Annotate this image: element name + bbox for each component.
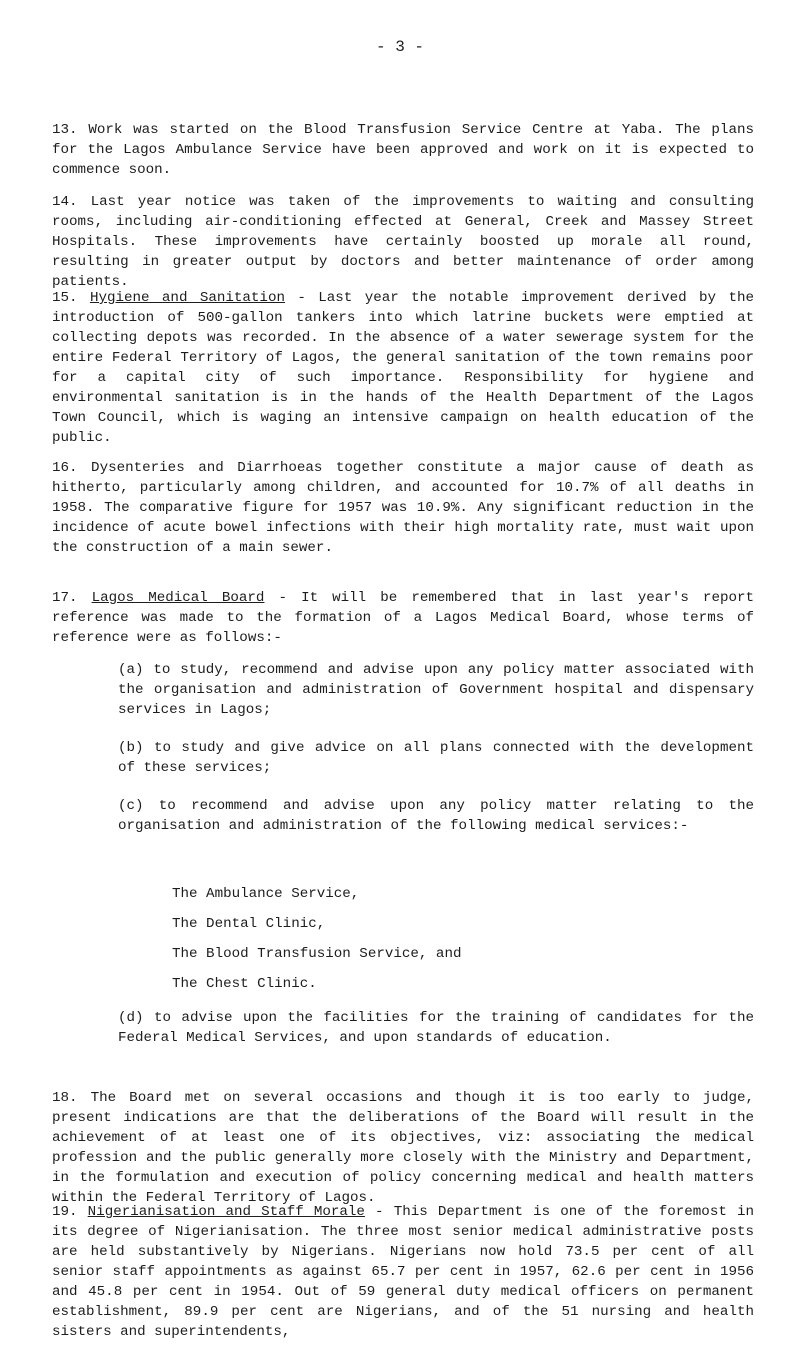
paragraph-19-number: 19. — [52, 1204, 78, 1220]
service-item: The Dental Clinic, — [172, 916, 326, 932]
paragraph-19-text: - This Department is one of the foremost in its degree of Nigerianisation. The three most senior medical administrative posts are held substantively by Nigerians. Nigerians now hold 73.5 per cent of all senior staff appointments as against 65.7 per cent in 1957, 62.6 per cent in 1956 and 45.8 per cent in 1954. Out of 59 general duty medical officers on permanent establishment, 89.9 per cent are Nigerians, and of the 51 nursing and health sisters and superintendents, — [52, 1204, 754, 1340]
paragraph-15-heading: Hygiene and Sanitation — [89, 290, 285, 306]
paragraph-19 — [52, 1202, 754, 1342]
paragraph-17a: (a) to study, recommend and advise upon any policy matter associated with the organisation and administration of Government hospital and dispensary services in Lagos; — [118, 662, 754, 718]
paragraph-17d: (d) to advise upon the facilities for the training of candidates for the Federal Medical Services, and upon standards of education. — [118, 1010, 754, 1046]
paragraph-15-number: 15. — [52, 290, 78, 306]
paragraph-15 — [52, 288, 754, 448]
service-item: The Chest Clinic. — [172, 976, 317, 992]
paragraph-17-heading: Lagos Medical Board — [91, 590, 265, 606]
paragraph-15-text: - Last year the notable improvement derived by the introduction of 500-gallon tankers into which latrine buckets were emptied at collecting depots was recorded. In the absence of a water sewerage system for the entire Federal Territory of Lagos, the general sanitation of the town remains poor for a capital city of such importance. Responsibility for hygiene and environmental sanitation is in the hands of the Health Department of the Lagos Town Council, which is waging an intensive campaign on health education of the public. — [52, 290, 754, 446]
paragraph-17c: (c) to recommend and advise upon any policy matter relating to the organisation and administration of the following medical services:- — [118, 798, 754, 834]
service-item: The Ambulance Service, — [172, 886, 360, 902]
paragraph-16: 16. Dysenteries and Diarrhoeas together constitute a major cause of death as hitherto, particularly among children, and accounted for 10.7% of all deaths in 1958. The comparative figure for 1957 was 10.9%. Any significant reduction in the incidence of acute bowel infections with their high mortality rate, must wait upon the construction of a main sewer. — [52, 460, 754, 556]
paragraph-19-heading: Nigerianisation and Staff Morale — [87, 1204, 365, 1220]
paragraph-17-number: 17. — [52, 590, 78, 606]
paragraph-18: 18. The Board met on several occasions and though it is too early to judge, present indications are that the deliberations of the Board will result in the achievement of at least one of its objectives, viz: associating the medical profession and the public generally more closely with the Ministry and Department, in the formulation and execution of policy concerning medical and health matters within the Federal Territory of Lagos. — [52, 1090, 754, 1206]
page-number: - 3 - — [375, 38, 424, 56]
paragraph-17b: (b) to study and give advice on all plans connected with the development of these services; — [118, 740, 754, 776]
paragraph-17 — [52, 588, 754, 648]
paragraph-14: 14. Last year notice was taken of the improvements to waiting and consulting rooms, including air-conditioning effected at General, Creek and Massey Street Hospitals. These improvements have certainly boosted up morale all round, resulting in greater output by doctors and better maintenance of order among patients. — [52, 194, 754, 290]
service-item: The Blood Transfusion Service, and — [172, 946, 462, 962]
paragraph-13: 13. Work was started on the Blood Transfusion Service Centre at Yaba. The plans for the Lagos Ambulance Service have been approved and work on it is expected to commence soon. — [52, 122, 754, 178]
paragraph-17-text: - It will be remembered that in last year's report reference was made to the formation of a Lagos Medical Board, whose terms of reference were as follows:- — [52, 590, 755, 646]
